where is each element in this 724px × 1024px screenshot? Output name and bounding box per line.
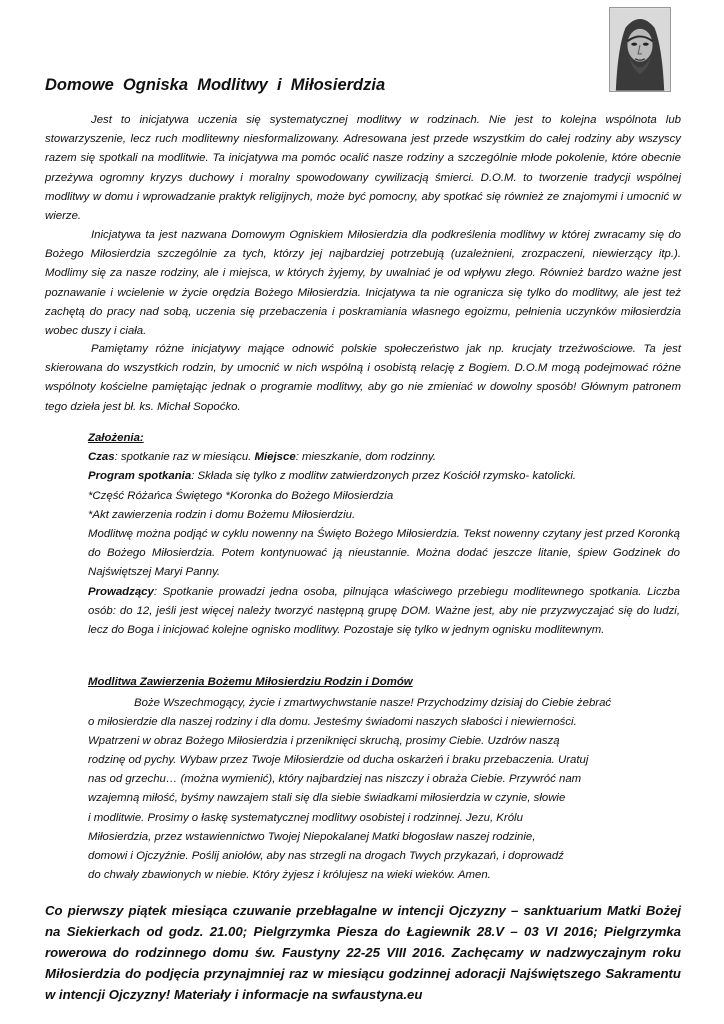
jesus-portrait-image	[609, 7, 671, 92]
prayer-line: i modlitwie. Prosimy o łaskę systematycznej modlitwy osobistej i rodzinnej. Jezu, Królu	[88, 811, 523, 824]
name-paragraph: Inicjatywa ta jest nazwana Domowym Ogniskiem Miłosierdzia dla podkreślenia modlitwy w której zwracamy się do Bożego Miłosierdzia szczególnie za tych, którzy jej najbardziej potrzebują (uzależnieni, zrozpaczeni, niewierzący itp.). Modlimy się za nasze rodziny, ale i miejsca, w których żyjemy, by uwalniać je od wpływu złego. Również bardzo ważne jest poznawanie i wcielenie w życie orędzia Bożego Miłosierdzia. Inicjatywa ta nie ogranicza się tylko do modlitwy, ale jest też zachętą do pracy nad sobą, uczenia się przebaczenia i poskramiania własnego egoizmu, pełnienia uczynków miłosierdzia wobec duszy i ciała.	[45, 229, 681, 338]
prayer-line: do chwały zbawionych w niebie. Który żyjesz i królujesz na wieki wieków. Amen.	[88, 868, 491, 881]
history-paragraph: Pamiętamy różne inicjatywy mające odnowić polskie społeczeństwo jak np. krucjaty trzeźwościowe. Ta jest skierowana do wszystkich rodzin, by umocnić w nich wspólną i osobistą relację z Bogiem. D.O.M mogą podejmować różne wspólnoty kościelne pamiętając jednak o programie modlitwy, aby go nie zmieniać w dowolny sposób! Głównym patronem tego dzieła jest bł. ks. Michał Sopoćko.	[45, 343, 681, 413]
program-line	[88, 467, 680, 486]
miejsce-label: Miejsce	[254, 451, 296, 464]
program-item-rosary: *Część Różańca Świętego *Koronka do Bożego Miłosierdzia	[88, 489, 394, 502]
zalozenia-section	[88, 429, 680, 640]
program-text: : Składa się tylko z modlitw zatwierdzonych przez Kościół rzymsko- katolicki.	[191, 470, 577, 483]
miejsce-text: : mieszkanie, dom rodzinny.	[295, 451, 437, 464]
prowadzacy-text: : Spotkanie prowadzi jedna osoba, pilnująca właściwego przebiegu modlitewnego spotkania. Liczba osób: do 12, jeśli jest więcej należy tworzyć następną grupę DOM. Ważne jest, aby nie przyzwyczajać się do ludzi, lecz do Boga i inicjować kolejne ognisko modlitwy. Pozostaje się tylko w jednym ognisku modlitewnym.	[88, 585, 680, 637]
prowadzacy-label: Prowadzący	[88, 585, 154, 598]
prayer-text	[88, 694, 648, 885]
document-title: Domowe Ogniska Modlitwy i Miłosierdzia	[45, 76, 386, 94]
zalozenia-heading: Założenia:	[88, 432, 144, 444]
prayer-line: wzajemną miłość, byśmy nawzajem stali się dla siebie świadkami miłosierdzia w czynie, słowie	[88, 792, 566, 805]
prayer-line: Miłosierdzia, przez wstawiennictwo Twojej Niepokalanej Matki błogosław naszej rodzinie,	[88, 830, 536, 843]
prowadzacy-block	[88, 583, 680, 641]
nowenna-text: Modlitwę można podjąć w cyklu nowenny na Święto Bożego Miłosierdzia. Tekst nowenny czytany jest przed Koronką do Bożego Miłosierdzia. Potem kontynuować ją nieustannie. Można dodać jeszcze litanie, śpiew Godzinek do Najświętszej Maryi Panny.	[88, 528, 680, 579]
czas-label: Czas	[88, 451, 115, 464]
czas-line	[88, 448, 680, 467]
czas-text: : spotkanie raz w miesiącu.	[114, 451, 255, 464]
prayer-line: o miłosierdzie dla naszej rodziny i dla domu. Jesteśmy świadomi naszych słabości i niewierności.	[88, 716, 577, 729]
footer-announcement: Co pierwszy piątek miesiąca czuwanie przebłagalne w intencji Ojczyzny – sanktuarium Matki Bożej na Siekierkach od godz. 21.00; Pielgrzymka Piesza do Łagiewnik 28.V – 03 VI 2016; Pielgrzymka rowerowa do rodzinnego domu św. Faustyny 22-25 VIII 2016. Zachęcamy w nadzwyczajnym roku Miłosierdzia do podjęcia przynajmniej raz w miesiącu godzinnej adoracji Najświętszego Sakramentu w intencji Ojczyzny! Materiały i informacje na swfaustyna.eu	[45, 903, 681, 1003]
program-item-act: *Akt zawierzenia rodzin i domu Bożemu Miłosierdziu.	[88, 508, 356, 521]
program-label: Program spotkania	[88, 470, 192, 483]
prayer-line: domowi i Ojczyźnie. Poślij aniołów, aby nas strzegli na drogach Twych przykazań, i doprowadź	[88, 849, 564, 862]
prayer-line: rodzinę od pychy. Wybaw przez Twoje Miłosierdzie od ducha oskarżeń i braku przebaczenia. Uratuj	[88, 754, 589, 767]
prayer-line: Wpatrzeni w obraz Bożego Miłosierdzia i przeniknięci skruchą, prosimy Ciebie. Uzdrów naszą	[88, 735, 560, 748]
intro-paragraph: Jest to inicjatywa uczenia się systematycznej modlitwy w rodzinach. Nie jest to kolejna wspólnota lub stowarzyszenie, lecz ruch modlitewny niesformalizowany. Adresowana jest przede wszystkim do całej rodziny aby wszyscy razem się spotkali na modlitwie. Ta inicjatywa ma pomóc ocalić nasze rodziny a szczególnie młode pokolenie, które obecnie przeżywa ogromny kryzys duchowy i moralny spowodowany cywilizacją śmierci. D.O.M. to tworzenie tradycji wspólnej modlitwy w domu i wprowadzanie praktyk religijnych, może być pomocny, aby spotkać się również ze znajomymi i umocnić w wierze.	[45, 114, 681, 223]
prayer-line: nas od grzechu… (można wymienić), który najbardziej nas niszczy i obraża Ciebie. Przywróć nam	[88, 773, 582, 786]
prayer-line: Boże Wszechmogący, życie i zmartwychwstanie nasze! Przychodzimy dzisiaj do Ciebie żebrać	[134, 697, 612, 709]
prayer-title: Modlitwa Zawierzenia Bożemu Miłosierdziu Rodzin i Domów	[88, 676, 413, 688]
portrait-icon	[610, 8, 670, 91]
